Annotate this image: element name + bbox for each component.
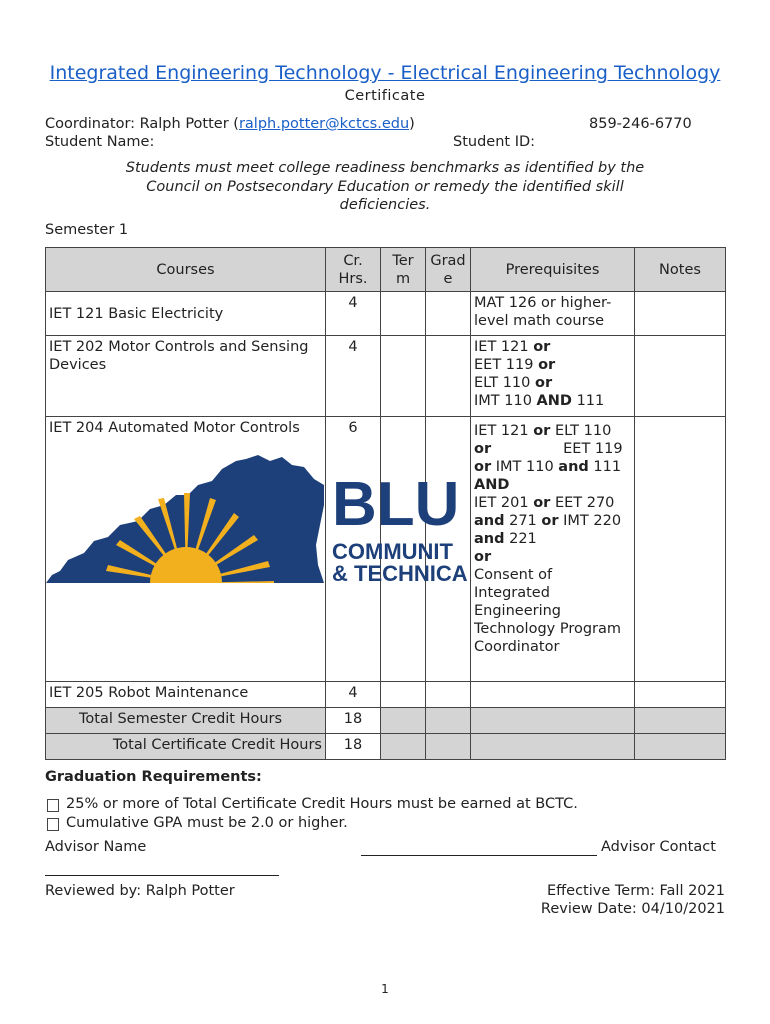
prereq-connector: or [474,549,492,565]
prereq-course: IMT 110 [474,393,532,409]
semester-label: Semester 1 [45,222,129,238]
prereq-connector: AND [536,393,572,409]
coordinator-suffix: ) [409,116,415,132]
prereq-course: ELT 110 [474,375,531,391]
prereq-course: EET 270 [554,495,615,511]
total-semester-label: Total Semester Credit Hours [46,708,326,734]
coordinator-prefix: Coordinator: Ralph Potter ( [45,116,239,132]
prereq-course: IET 121 [474,339,529,355]
logo-text-line3: & TECHNICA [332,561,468,586]
prereq-course: EET 119 [563,441,623,457]
grade-cell [426,682,471,708]
total-certificate-value: 18 [326,734,381,760]
table-row [46,292,726,336]
requirement-text: Cumulative GPA must be 2.0 or higher. [66,814,348,831]
total-certificate-label: Total Certificate Credit Hours [46,734,326,760]
graduation-heading: Graduation Requirements: [45,769,262,785]
prereq-course: 111 [593,459,622,475]
coordinator-email-link[interactable]: ralph.potter@kctcs.edu [238,116,410,132]
prereq-course: ELT 110 [554,423,612,439]
prereq-course: IMT 110 [495,459,554,475]
student-name-label: Student Name: [45,134,155,150]
prereq-cell [471,682,635,708]
bullet-box-icon [47,818,59,831]
grade-cell [426,292,471,336]
prereq-connector: or [533,339,551,355]
grade-cell [426,336,471,417]
student-id-label: Student ID: [453,134,536,150]
shade-cell [471,734,635,760]
prereq-cell: MAT 126 or higher-level math course [471,292,635,336]
list-item [45,814,578,833]
prereq-course: 271 [509,513,537,529]
course-name: IET 204 Automated Motor Controls [49,420,300,436]
course-cell: IET 202 Motor Controls and Sensing Devices [46,336,326,417]
bullet-box-icon [47,799,59,812]
hours-cell: 4 [326,682,381,708]
prereq-course: IET 121 [474,423,529,439]
notes-cell [635,417,726,682]
advisor-contact-signature-line [45,875,279,876]
course-cell: IET 205 Robot Maintenance [46,682,326,708]
header-prerequisites: Prerequisites [471,248,635,292]
header-courses: Courses [46,248,326,292]
shade-cell [471,708,635,734]
notes-cell [635,682,726,708]
shade-cell [635,708,726,734]
course-cell: IET 121 Basic Electricity [46,292,326,336]
hours-cell: 4 [326,336,381,417]
advisor-name-signature-line [361,855,597,856]
prereq-course: IMT 220 [563,513,622,529]
header-grade: Grad e [426,248,471,292]
term-cell [381,336,426,417]
term-cell [381,292,426,336]
prereq-connector: and [474,531,505,547]
prereq-connector: or [541,513,559,529]
logo-text-line2: COMMUNIT [332,539,453,564]
header-term: Ter m [381,248,426,292]
total-semester-value: 18 [326,708,381,734]
graduation-list [45,795,578,832]
coordinator-phone: 859-246-6770 [589,116,692,132]
shade-cell [381,708,426,734]
notes-cell [635,292,726,336]
total-semester-row [46,708,726,734]
table-row [46,336,726,417]
prereq-consent: Consent of Integrated Engineering Technology Program Coordinator [474,567,622,655]
prereq-connector: and [474,513,505,529]
reviewed-by: Reviewed by: Ralph Potter [45,883,235,899]
readiness-notice: Students must meet college readiness benchmarks as identified by the Council on Postsecondary Education or remedy the identified skill deficiencies. [125,160,645,213]
review-date: Review Date: 04/10/2021 [540,901,725,917]
hours-cell: 6 [326,417,381,682]
prereq-cell [471,417,635,682]
total-certificate-row [46,734,726,760]
table-row [46,682,726,708]
prereq-connector: or [535,375,553,391]
prereq-connector: or [538,357,556,373]
coordinator-line [45,116,415,132]
shade-cell [381,734,426,760]
list-item [45,795,578,814]
prereq-course: 111 [576,393,605,409]
prereq-course: IET 201 [474,495,529,511]
prereq-connector: or [474,459,492,475]
term-cell [381,682,426,708]
prereq-course: 221 [509,531,537,547]
prereq-connector: AND [474,477,510,493]
effective-term: Effective Term: Fall 2021 [547,883,725,899]
page-number: 1 [381,982,389,996]
prereq-connector: or [474,441,492,457]
shade-cell [635,734,726,760]
hours-cell: 4 [326,292,381,336]
prereq-cell [471,336,635,417]
page-title: Integrated Engineering Technology - Electrical Engineering Technology [49,62,721,84]
prereq-connector: or [533,495,551,511]
bctc-logo [46,455,470,587]
page-subtitle: Certificate [344,88,426,104]
prereq-connector: and [558,459,589,475]
requirement-text: 25% or more of Total Certificate Credit Hours must be earned at BCTC. [66,796,578,812]
advisor-name-label: Advisor Name [45,839,147,855]
header-cr-hrs: Cr. Hrs. [326,248,381,292]
shade-cell [426,708,471,734]
header-notes: Notes [635,248,726,292]
logo-text-line1: BLU [332,470,460,539]
shade-cell [426,734,471,760]
notes-cell [635,336,726,417]
prereq-course: EET 119 [474,357,534,373]
advisor-contact-label: Advisor Contact [601,839,716,855]
prereq-connector: or [533,423,551,439]
